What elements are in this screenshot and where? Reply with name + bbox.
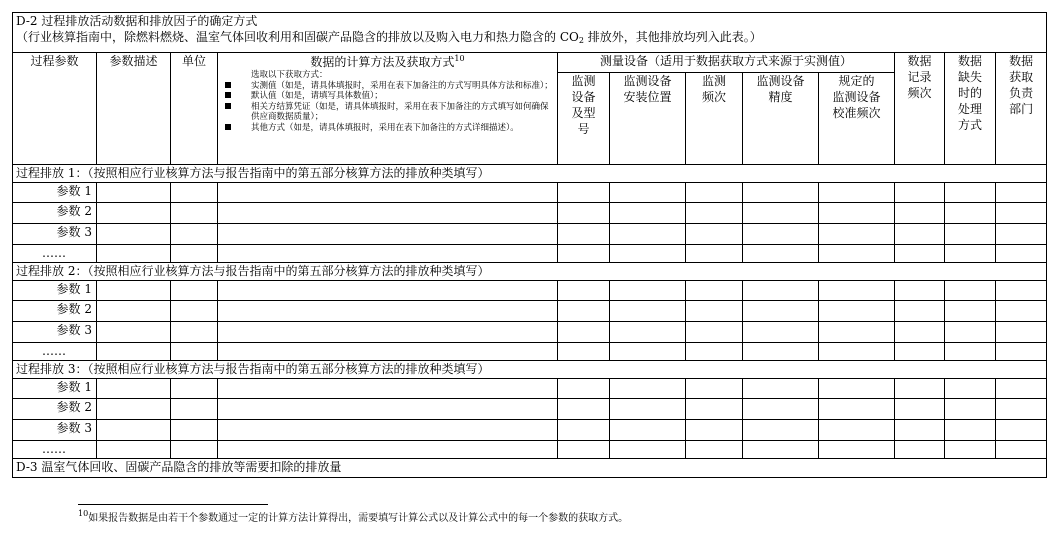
table-cell[interactable]	[97, 281, 171, 301]
table-cell[interactable]	[171, 301, 218, 322]
table-cell[interactable]	[558, 379, 610, 399]
method-item-text: 相关方结算凭证（如是，请具体填报时，采用在表下加备注的方式填写如何确保供应商数据质量）；	[251, 101, 549, 122]
table-cell[interactable]	[743, 379, 819, 399]
table-cell[interactable]	[819, 301, 895, 322]
header-line: 数据	[907, 54, 932, 68]
table-cell[interactable]	[218, 301, 558, 322]
col-header-desc: 参数描述	[97, 53, 171, 165]
table-cell[interactable]	[558, 399, 610, 420]
table-cell[interactable]	[171, 379, 218, 399]
table-cell[interactable]	[97, 224, 171, 245]
table-cell[interactable]	[218, 441, 558, 459]
footnote-text: 如果报告数据是由若干个参数通过一定的计算方法计算得出，需要填写计算公式以及计算公式中的每一个参数的获取方式。	[88, 513, 629, 524]
col-header-measure-3	[686, 73, 743, 165]
method-item-text: 默认值（如是，请填写具体数值）；	[251, 91, 383, 101]
col-header-missing	[945, 53, 996, 165]
table-cell[interactable]	[218, 245, 558, 263]
table-cell[interactable]	[97, 420, 171, 441]
table-cell[interactable]	[686, 203, 743, 224]
table-cell[interactable]	[610, 245, 686, 263]
table-cell[interactable]	[171, 183, 218, 203]
table-cell[interactable]	[610, 281, 686, 301]
table-cell[interactable]	[743, 399, 819, 420]
table-row	[13, 420, 1047, 441]
table-cell[interactable]	[819, 245, 895, 263]
d3-title: D-3 温室气体回收、固碳产品隐含的排放等需要扣除的排放量	[13, 459, 1047, 478]
col-header-record-freq	[895, 53, 945, 165]
footnote-rule	[78, 504, 268, 505]
table-cell[interactable]	[945, 343, 996, 361]
table-cell[interactable]	[945, 441, 996, 459]
header-line: 及型	[571, 106, 596, 120]
table-row	[13, 399, 1047, 420]
table-cell[interactable]	[819, 399, 895, 420]
emission-method-table	[12, 12, 1047, 478]
table-cell[interactable]	[218, 343, 558, 361]
d2-note-suffix: 排放外，其他排放均列入此表。）	[583, 30, 762, 44]
column-header-row-1	[13, 53, 1047, 73]
table-cell[interactable]	[218, 399, 558, 420]
table-cell[interactable]	[171, 441, 218, 459]
table-cell[interactable]	[819, 203, 895, 224]
table-cell[interactable]	[996, 420, 1047, 441]
table-cell[interactable]	[218, 420, 558, 441]
table-row	[13, 343, 1047, 361]
table-cell[interactable]	[171, 420, 218, 441]
header-line: 号	[577, 122, 590, 136]
table-cell[interactable]	[819, 420, 895, 441]
table-cell[interactable]	[218, 281, 558, 301]
table-cell[interactable]	[945, 379, 996, 399]
col-header-responsible	[996, 53, 1047, 165]
table-cell[interactable]	[895, 343, 945, 361]
table-cell[interactable]	[945, 399, 996, 420]
table-cell[interactable]	[97, 183, 171, 203]
method-item	[221, 81, 554, 92]
method-item	[221, 123, 554, 134]
table-cell[interactable]	[558, 343, 610, 361]
header-line: 设备	[571, 90, 596, 104]
param-label: 参数 1	[13, 281, 97, 301]
table-cell[interactable]	[996, 322, 1047, 343]
process-group-label: 过程排放 1：（按照相应行业核算方法与报告指南中的第五部分核算方法的排放种类填写）	[13, 165, 1047, 183]
param-label: 参数 2	[13, 399, 97, 420]
table-cell[interactable]	[996, 224, 1047, 245]
table-cell[interactable]	[743, 301, 819, 322]
table-cell[interactable]	[996, 203, 1047, 224]
header-line: 监测	[701, 74, 726, 88]
param-label: 参数 2	[13, 203, 97, 224]
table-cell[interactable]	[171, 245, 218, 263]
table-cell[interactable]	[686, 183, 743, 203]
method-title	[221, 55, 554, 70]
header-line: 部门	[1009, 102, 1034, 116]
table-cell[interactable]	[945, 183, 996, 203]
table-cell[interactable]	[945, 224, 996, 245]
table-cell[interactable]	[819, 322, 895, 343]
table-cell[interactable]	[610, 441, 686, 459]
method-title-text: 数据的计算方法及获取方式	[310, 55, 455, 69]
header-line: 校准频次	[832, 106, 881, 120]
header-line: 记录	[907, 70, 932, 84]
table-cell[interactable]	[97, 441, 171, 459]
table-cell[interactable]	[819, 183, 895, 203]
table-cell[interactable]	[610, 183, 686, 203]
table-cell[interactable]	[895, 245, 945, 263]
col-header-method	[218, 53, 558, 165]
param-label: 参数 3	[13, 224, 97, 245]
table-row	[13, 379, 1047, 399]
table-cell[interactable]	[558, 420, 610, 441]
col-header-measure-4	[743, 73, 819, 165]
table-cell[interactable]	[686, 420, 743, 441]
table-cell[interactable]	[686, 343, 743, 361]
header-line: 精度	[768, 90, 793, 104]
table-cell[interactable]	[945, 301, 996, 322]
table-cell[interactable]	[895, 281, 945, 301]
table-cell[interactable]	[686, 224, 743, 245]
table-cell[interactable]	[171, 203, 218, 224]
co2-subscript: 2	[578, 36, 584, 45]
col-header-measure-group: 测量设备（适用于数据获取方式来源于实测值）	[558, 53, 895, 73]
col-header-unit: 单位	[171, 53, 218, 165]
table-cell[interactable]	[97, 301, 171, 322]
table-cell[interactable]	[171, 224, 218, 245]
header-line: 负责	[1009, 86, 1034, 100]
table-row	[13, 322, 1047, 343]
footnote	[78, 509, 629, 526]
table-cell[interactable]	[743, 441, 819, 459]
table-cell[interactable]	[686, 301, 743, 322]
footnote-ref: 10	[454, 54, 465, 63]
header-line: 时的	[957, 86, 982, 100]
param-label: ……	[13, 441, 97, 459]
table-cell[interactable]	[97, 322, 171, 343]
header-line: 监测设备	[623, 74, 672, 88]
table-cell[interactable]	[743, 183, 819, 203]
table-row	[13, 224, 1047, 245]
table-cell[interactable]	[819, 441, 895, 459]
col-header-measure-1	[558, 73, 610, 165]
process-group-label: 过程排放 2：（按照相应行业核算方法与报告指南中的第五部分核算方法的排放种类填写）	[13, 263, 1047, 281]
table-cell[interactable]	[996, 301, 1047, 322]
header-line: 处理	[957, 102, 982, 116]
header-line: 获取	[1009, 70, 1034, 84]
table-cell[interactable]	[610, 379, 686, 399]
d2-title: D-2 过程排放活动数据和排放因子的确定方式	[16, 14, 258, 28]
table-cell[interactable]	[610, 343, 686, 361]
table-cell[interactable]	[819, 224, 895, 245]
table-cell[interactable]	[743, 322, 819, 343]
bullet-icon	[225, 82, 231, 88]
table-cell[interactable]	[895, 379, 945, 399]
header-line: 频次	[907, 86, 932, 100]
header-line: 方式	[957, 118, 982, 132]
table-cell[interactable]	[996, 441, 1047, 459]
header-line: 规定的	[838, 74, 875, 88]
table-cell[interactable]	[743, 420, 819, 441]
table-cell[interactable]	[945, 245, 996, 263]
table-cell[interactable]	[610, 399, 686, 420]
table-cell[interactable]	[686, 281, 743, 301]
table-cell[interactable]	[996, 245, 1047, 263]
table-cell[interactable]	[895, 224, 945, 245]
table-cell[interactable]	[97, 245, 171, 263]
footnote-mark: 10	[78, 509, 89, 518]
table-cell[interactable]	[218, 224, 558, 245]
d2-header-cell	[13, 13, 1047, 53]
col-header-measure-5	[819, 73, 895, 165]
table-cell[interactable]	[218, 183, 558, 203]
method-item-text: 实测值（如是，请具体填报时，采用在表下加备注的方式写明具体方法和标准）；	[251, 80, 553, 91]
table-cell[interactable]	[558, 322, 610, 343]
table-cell[interactable]	[558, 441, 610, 459]
col-header-param: 过程参数	[13, 53, 97, 165]
method-item	[221, 91, 554, 102]
table-cell[interactable]	[743, 281, 819, 301]
table-cell[interactable]	[558, 245, 610, 263]
table-cell[interactable]	[610, 420, 686, 441]
process-group-row	[13, 361, 1047, 379]
table-cell[interactable]	[819, 343, 895, 361]
table-cell[interactable]	[558, 224, 610, 245]
table-cell[interactable]	[171, 399, 218, 420]
d3-header-row	[13, 459, 1047, 478]
header-line: 数据	[957, 54, 982, 68]
table-row	[13, 245, 1047, 263]
param-label: 参数 2	[13, 301, 97, 322]
table-cell[interactable]	[686, 379, 743, 399]
table-cell[interactable]	[218, 322, 558, 343]
table-cell[interactable]	[996, 399, 1047, 420]
table-row	[13, 203, 1047, 224]
bullet-icon	[225, 103, 231, 109]
table-cell[interactable]	[895, 183, 945, 203]
table-cell[interactable]	[686, 322, 743, 343]
table-cell[interactable]	[996, 343, 1047, 361]
bullet-icon	[225, 92, 231, 98]
table-cell[interactable]	[895, 322, 945, 343]
table-cell[interactable]	[895, 399, 945, 420]
header-line: 频次	[701, 90, 726, 104]
process-group-row	[13, 263, 1047, 281]
table-cell[interactable]	[558, 301, 610, 322]
table-cell[interactable]	[945, 322, 996, 343]
d2-note	[16, 29, 1043, 45]
method-subtitle: 选取以下获取方式：	[251, 70, 328, 80]
bullet-icon	[225, 124, 231, 130]
table-cell[interactable]	[171, 343, 218, 361]
param-label: 参数 3	[13, 420, 97, 441]
table-cell[interactable]	[743, 203, 819, 224]
table-cell[interactable]	[218, 203, 558, 224]
table-cell[interactable]	[97, 379, 171, 399]
table-cell[interactable]	[558, 281, 610, 301]
table-cell[interactable]	[686, 245, 743, 263]
d2-note-prefix: （行业核算指南中，除燃料燃烧、温室气体回收利用和固碳产品隐含的排放以及购入电力和热力隐含的 CO	[16, 30, 579, 44]
table-cell[interactable]	[945, 281, 996, 301]
table-cell[interactable]	[996, 379, 1047, 399]
header-line: 监测设备	[832, 90, 881, 104]
table-cell[interactable]	[686, 399, 743, 420]
param-label: 参数 1	[13, 183, 97, 203]
param-label: ……	[13, 245, 97, 263]
table-cell[interactable]	[97, 399, 171, 420]
table-row	[13, 183, 1047, 203]
table-cell[interactable]	[895, 301, 945, 322]
method-item	[221, 102, 554, 123]
table-cell[interactable]	[171, 322, 218, 343]
col-header-measure-2	[610, 73, 686, 165]
table-row	[13, 281, 1047, 301]
table-cell[interactable]	[686, 441, 743, 459]
table-cell[interactable]	[97, 343, 171, 361]
table-cell[interactable]	[996, 183, 1047, 203]
table-cell[interactable]	[819, 281, 895, 301]
d2-header-row	[13, 13, 1047, 53]
table-cell[interactable]	[895, 441, 945, 459]
table-cell[interactable]	[895, 203, 945, 224]
method-items	[221, 81, 554, 134]
table-cell[interactable]	[819, 379, 895, 399]
table-cell[interactable]	[610, 322, 686, 343]
table-row	[13, 441, 1047, 459]
table-cell[interactable]	[171, 281, 218, 301]
table-cell[interactable]	[558, 203, 610, 224]
header-line: 监测设备	[756, 74, 805, 88]
table-cell[interactable]	[610, 203, 686, 224]
header-line: 缺失	[957, 70, 982, 84]
table-cell[interactable]	[558, 183, 610, 203]
method-item-text: 其他方式（如是，请具体填报时，采用在表下加备注的方式详细描述）。	[251, 122, 519, 133]
param-label: ……	[13, 343, 97, 361]
table-cell[interactable]	[743, 343, 819, 361]
table-cell[interactable]	[945, 420, 996, 441]
header-line: 数据	[1009, 54, 1034, 68]
param-label: 参数 1	[13, 379, 97, 399]
param-label: 参数 3	[13, 322, 97, 343]
table-cell[interactable]	[97, 203, 171, 224]
header-line: 安装位置	[623, 90, 672, 104]
table-cell[interactable]	[218, 379, 558, 399]
table-cell[interactable]	[895, 420, 945, 441]
table-cell[interactable]	[610, 224, 686, 245]
table-cell[interactable]	[610, 301, 686, 322]
table-cell[interactable]	[743, 224, 819, 245]
table-cell[interactable]	[945, 203, 996, 224]
header-line: 监测	[571, 74, 596, 88]
process-group-row	[13, 165, 1047, 183]
table-cell[interactable]	[743, 245, 819, 263]
process-group-label: 过程排放 3：（按照相应行业核算方法与报告指南中的第五部分核算方法的排放种类填写）	[13, 361, 1047, 379]
table-row	[13, 301, 1047, 322]
table-cell[interactable]	[996, 281, 1047, 301]
